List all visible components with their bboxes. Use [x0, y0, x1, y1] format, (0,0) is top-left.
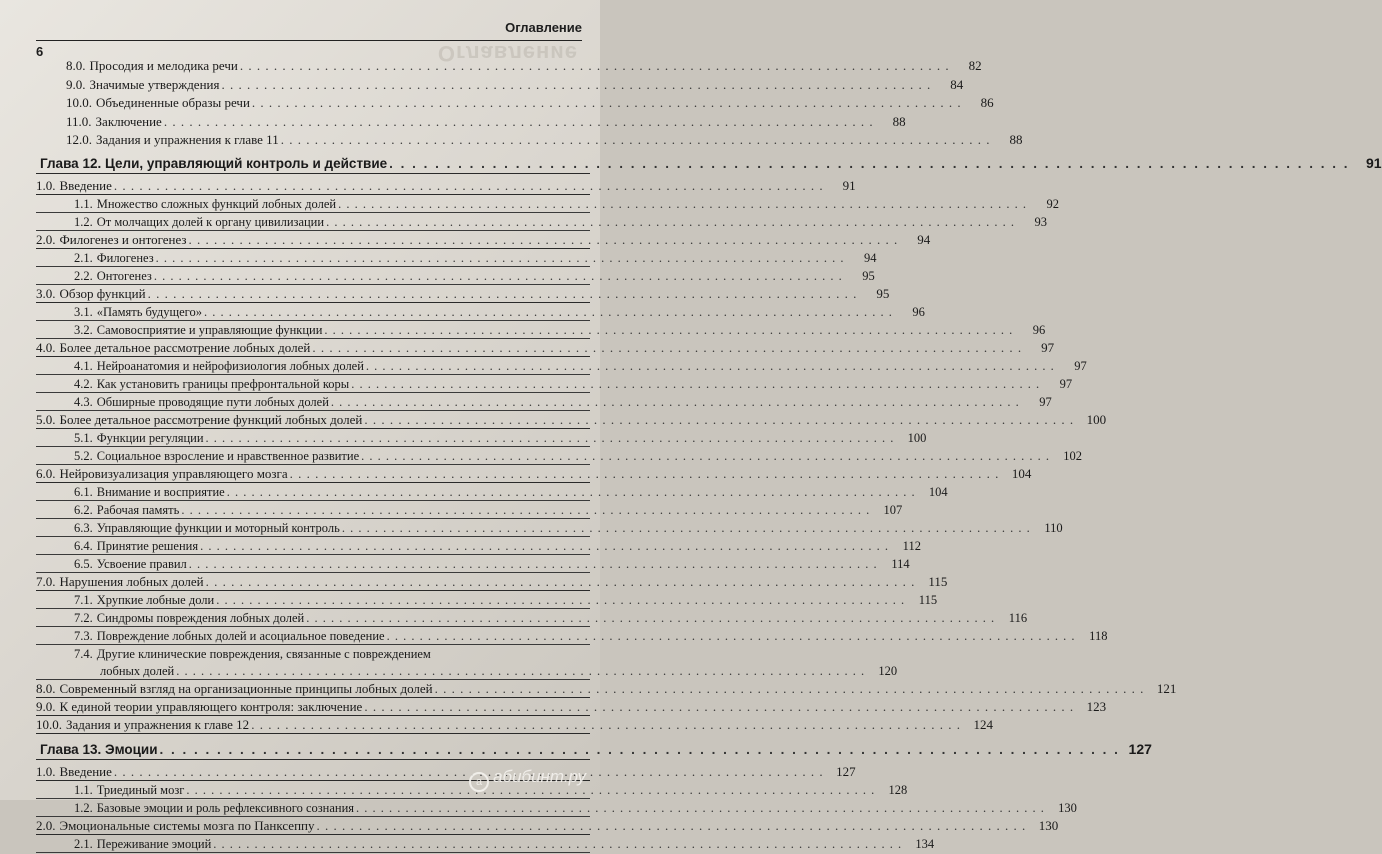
leader-dots — [200, 538, 889, 554]
entry-page: 124 — [973, 717, 993, 732]
chapter-heading[interactable] — [36, 154, 1382, 174]
leader-dots — [364, 699, 1074, 715]
subsection-entry[interactable] — [36, 250, 877, 267]
subsection-entry[interactable] — [36, 538, 921, 555]
leader-dots — [317, 818, 1027, 834]
entry-label: Введение — [59, 764, 112, 779]
chapter-title: Глава 12. Цели, управляющий контроль и действие — [40, 156, 388, 171]
subsection-entry[interactable] — [36, 646, 590, 662]
entry-label: Хрупкие лобные доли — [96, 593, 215, 607]
entry-number: 12.0. — [66, 132, 92, 147]
section-entry[interactable] — [36, 717, 993, 734]
entry-page: 115 — [928, 574, 948, 589]
section-entry[interactable] — [36, 232, 931, 249]
entry-label: Задания и упражнения к главе 12 — [66, 717, 250, 732]
entry-number: 4.1. — [74, 359, 93, 373]
entry-number: 1.1. — [74, 197, 93, 211]
subsection-entry[interactable] — [36, 556, 910, 573]
entry-label: Внимание и восприятие — [96, 485, 225, 499]
entry-page: 110 — [1044, 521, 1063, 535]
leader-dots — [189, 556, 878, 572]
leader-dots — [216, 592, 905, 608]
leader-dots — [312, 340, 1022, 356]
section-entry[interactable] — [36, 681, 1177, 698]
entry-number: 11.0. — [66, 113, 92, 129]
entry-page: 96 — [912, 305, 925, 319]
entry-label: Нейровизуализация управляющего мозга — [59, 466, 288, 481]
entry-number: 6.4. — [74, 539, 93, 553]
entry-label: Базовые эмоции и роль рефлексивного сознания — [96, 801, 355, 815]
entry-page: 120 — [878, 664, 898, 678]
leader-dots — [176, 663, 865, 679]
entry-label: К единой теории управляющего контроля: заключение — [59, 699, 363, 714]
entry-number: 4.0. — [36, 340, 56, 355]
leader-dots — [356, 800, 1045, 816]
leader-dots — [342, 520, 1031, 536]
leader-dots — [204, 304, 893, 320]
leader-dots — [252, 95, 962, 111]
table-of-contents — [36, 58, 1382, 854]
entry-page: 102 — [1063, 449, 1082, 463]
section-entry[interactable] — [36, 466, 1032, 483]
leader-dots — [306, 610, 995, 626]
entry-number: 9.0. — [36, 699, 56, 714]
entry-number: 6.1. — [74, 485, 93, 499]
entry-label: Филогенез — [96, 251, 154, 265]
section-entry[interactable] — [36, 178, 856, 195]
entry-number: 5.1. — [74, 431, 93, 445]
entry-number: 3.1. — [74, 305, 93, 319]
watermark — [469, 767, 586, 792]
subsection-entry[interactable] — [36, 448, 1082, 465]
circle-logo-icon: а — [469, 772, 489, 792]
leader-dots — [281, 132, 991, 148]
entry-label: Усвоение правил — [96, 557, 187, 571]
leader-dots — [364, 412, 1074, 428]
toc-entry[interactable] — [36, 132, 1023, 148]
leader-dots — [154, 268, 843, 284]
leader-dots — [206, 430, 895, 446]
entry-page: 116 — [1008, 611, 1028, 625]
leader-dots — [361, 448, 1050, 464]
subsection-entry[interactable] — [36, 610, 1028, 627]
entry-page: 96 — [1032, 323, 1046, 337]
entry-label: Нарушения лобных долей — [59, 574, 204, 589]
entry-label: Обзор функций — [59, 286, 146, 301]
entry-label: Эмоциональные системы мозга по Панксеппу — [59, 818, 315, 833]
entry-label: Заключение — [95, 113, 162, 129]
leader-dots — [160, 741, 1120, 759]
section-entry[interactable] — [36, 699, 1107, 716]
subsection-entry[interactable] — [36, 196, 1059, 213]
header-title: Оглавление — [505, 20, 582, 35]
entry-number: 3.2. — [74, 323, 93, 337]
entry-number: 7.4. — [74, 647, 93, 661]
chapter-page: 127 — [1128, 741, 1152, 757]
entry-number: 3.0. — [36, 286, 56, 301]
entry-label: Функции регуляции — [96, 431, 204, 445]
entry-label: «Память будущего» — [96, 305, 202, 319]
entry-page: 86 — [980, 95, 994, 110]
subsection-entry[interactable] — [36, 502, 903, 519]
subsection-entry[interactable] — [36, 628, 1108, 645]
subsection-entry[interactable] — [36, 394, 1052, 411]
entry-number: 1.1. — [74, 783, 93, 797]
entry-page: 128 — [888, 783, 908, 797]
entry-page: 88 — [892, 113, 906, 129]
entry-page: 93 — [1034, 215, 1047, 229]
entry-label: Значимые утверждения — [89, 76, 220, 92]
subsection-entry[interactable] — [36, 592, 938, 609]
leader-dots — [206, 574, 916, 590]
entry-label: Множество сложных функций лобных долей — [96, 197, 337, 211]
entry-number: 8.0. — [66, 58, 86, 73]
entry-label: Нейроанатомия и нейрофизиология лобных долей — [96, 359, 364, 373]
entry-number: 7.3. — [74, 629, 93, 643]
chapter-page: 91 — [1365, 155, 1382, 171]
leader-dots — [338, 196, 1027, 212]
subsection-entry[interactable] — [36, 430, 927, 447]
entry-page: 127 — [836, 764, 856, 779]
entry-number: 4.2. — [74, 377, 93, 391]
entry-label: Самовосприятие и управляющие функции — [96, 323, 323, 337]
entry-label: Современный взгляд на организационные принципы лобных долей — [59, 681, 433, 696]
entry-page: 100 — [1086, 412, 1107, 427]
section-entry[interactable] — [36, 412, 1107, 429]
subsection-entry[interactable] — [36, 304, 925, 321]
subsection-entry[interactable] — [36, 214, 1047, 231]
entry-number: 1.2. — [74, 215, 93, 229]
entry-page: 95 — [862, 269, 875, 283]
leader-dots — [251, 717, 961, 733]
leader-dots — [164, 114, 874, 130]
entry-page: 114 — [891, 557, 910, 571]
entry-page: 130 — [1038, 818, 1059, 833]
entry-label: От молчащих долей к органу цивилизации — [96, 215, 325, 229]
entry-number: 2.1. — [74, 251, 93, 265]
entry-number: 7.0. — [36, 574, 56, 589]
entry-page: 123 — [1086, 699, 1107, 714]
entry-page: 82 — [968, 58, 982, 73]
entry-number: 10.0. — [66, 95, 92, 110]
entry-number: 6.5. — [74, 557, 93, 571]
entry-number: 5.2. — [74, 449, 93, 463]
entry-number: 1.2. — [74, 801, 93, 815]
watermark-text: абибинт.ру — [493, 767, 586, 786]
leader-dots — [290, 466, 1000, 482]
entry-page: 97 — [1074, 359, 1087, 373]
entry-page: 88 — [1009, 132, 1023, 147]
leader-dots — [213, 836, 902, 852]
subsection-entry[interactable] — [36, 268, 875, 285]
entry-label: Другие клинические повреждения, связанные с повреждением — [96, 647, 431, 661]
toc-entry[interactable] — [36, 113, 906, 130]
entry-label: Переживание эмоций — [96, 837, 212, 851]
entry-number: 6.0. — [36, 466, 56, 481]
section-entry[interactable] — [36, 340, 1055, 357]
entry-number: 1.0. — [36, 764, 56, 779]
leader-dots — [326, 214, 1015, 230]
entry-number: 2.0. — [36, 818, 56, 833]
entry-number: 2.1. — [74, 837, 93, 851]
entry-page: 91 — [842, 178, 856, 193]
toc-entry[interactable] — [36, 76, 964, 93]
leader-dots — [156, 250, 845, 266]
leader-dots — [351, 376, 1040, 392]
entry-page: 92 — [1046, 197, 1059, 211]
leader-dots — [148, 286, 858, 302]
entry-label: Просодия и мелодика речи — [89, 58, 238, 73]
subsection-entry[interactable] — [36, 484, 948, 501]
leader-dots — [387, 628, 1076, 644]
leader-dots — [324, 322, 1013, 338]
toc-entry[interactable] — [36, 58, 982, 74]
entry-number: 10.0. — [36, 717, 62, 732]
entry-number: 1.0. — [36, 178, 56, 193]
entry-label: Более детальное рассмотрение функций лобных долей — [59, 412, 363, 427]
entry-number: 9.0. — [66, 76, 86, 92]
entry-label: Объединенные образы речи — [96, 95, 250, 110]
entry-label: Задания и упражнения к главе 11 — [96, 132, 279, 147]
entry-page: 84 — [950, 76, 964, 92]
entry-label: Управляющие функции и моторный контроль — [96, 521, 340, 535]
entry-page: 104 — [928, 485, 948, 499]
leader-dots — [389, 155, 1349, 173]
entry-label-continued: лобных долей — [100, 664, 175, 678]
entry-number: 5.0. — [36, 412, 56, 427]
entry-page: 97 — [1041, 340, 1055, 355]
entry-page: 94 — [917, 232, 931, 247]
entry-label: Введение — [59, 178, 112, 193]
leader-dots — [240, 58, 950, 74]
entry-label: Более детальное рассмотрение лобных долей — [59, 340, 311, 355]
entry-page: 97 — [1059, 377, 1073, 391]
entry-page: 100 — [907, 431, 927, 445]
entry-label: Онтогенез — [96, 269, 152, 283]
entry-page: 95 — [876, 286, 890, 301]
leader-dots — [435, 681, 1145, 697]
entry-page: 130 — [1058, 801, 1077, 815]
leader-dots — [114, 178, 824, 194]
leader-dots — [366, 358, 1055, 374]
entry-number: 8.0. — [36, 681, 56, 696]
subsection-entry-continued[interactable] — [36, 663, 898, 680]
entry-page: 134 — [915, 837, 935, 851]
entry-page: 104 — [1011, 466, 1032, 481]
chapter-heading[interactable] — [36, 740, 1152, 760]
entry-page: 107 — [883, 503, 903, 517]
section-entry[interactable] — [36, 286, 890, 303]
subsection-entry[interactable] — [36, 376, 1073, 393]
entry-label: Повреждение лобных долей и асоциальное поведение — [96, 629, 385, 643]
entry-page: 94 — [864, 251, 877, 265]
subsection-entry[interactable] — [36, 800, 1077, 817]
entry-label: Триединый мозг — [96, 783, 185, 797]
entry-label: Синдромы повреждения лобных долей — [96, 611, 305, 625]
chapter-title: Глава 13. Эмоции — [40, 742, 158, 757]
entry-page: 97 — [1039, 395, 1052, 409]
entry-number: 6.2. — [74, 503, 93, 517]
entry-label: Принятие решения — [96, 539, 199, 553]
leader-dots — [331, 394, 1020, 410]
entry-number: 4.3. — [74, 395, 93, 409]
entry-label: Рабочая память — [96, 503, 180, 517]
toc-entry[interactable] — [36, 95, 994, 111]
entry-label: Обширные проводящие пути лобных долей — [96, 395, 329, 409]
header-rule — [36, 40, 582, 41]
entry-page: 115 — [918, 593, 938, 607]
leader-dots — [189, 232, 899, 248]
entry-page: 121 — [1156, 681, 1177, 696]
entry-page: 118 — [1089, 629, 1108, 643]
leader-dots — [181, 502, 870, 518]
subsection-entry[interactable] — [36, 358, 1087, 375]
subsection-entry[interactable] — [36, 322, 1046, 339]
entry-page: 112 — [902, 539, 921, 553]
show-through-text: Оглавление — [437, 41, 578, 66]
entry-number: 6.3. — [74, 521, 93, 535]
section-entry[interactable] — [36, 818, 1059, 835]
section-entry[interactable] — [36, 574, 948, 591]
entry-number: 7.2. — [74, 611, 93, 625]
entry-label: Как установить границы префронтальной коры — [96, 377, 350, 391]
page-number: 6 — [36, 44, 44, 59]
subsection-entry[interactable] — [36, 520, 1063, 537]
leader-dots — [227, 484, 916, 500]
running-header — [28, 18, 582, 38]
entry-label: Социальное взросление и нравственное развитие — [96, 449, 360, 463]
entry-label: Филогенез и онтогенез — [59, 232, 187, 247]
entry-number: 2.0. — [36, 232, 56, 247]
entry-number: 2.2. — [74, 269, 93, 283]
subsection-entry[interactable] — [36, 836, 935, 853]
leader-dots — [221, 77, 931, 93]
entry-number: 7.1. — [74, 593, 93, 607]
